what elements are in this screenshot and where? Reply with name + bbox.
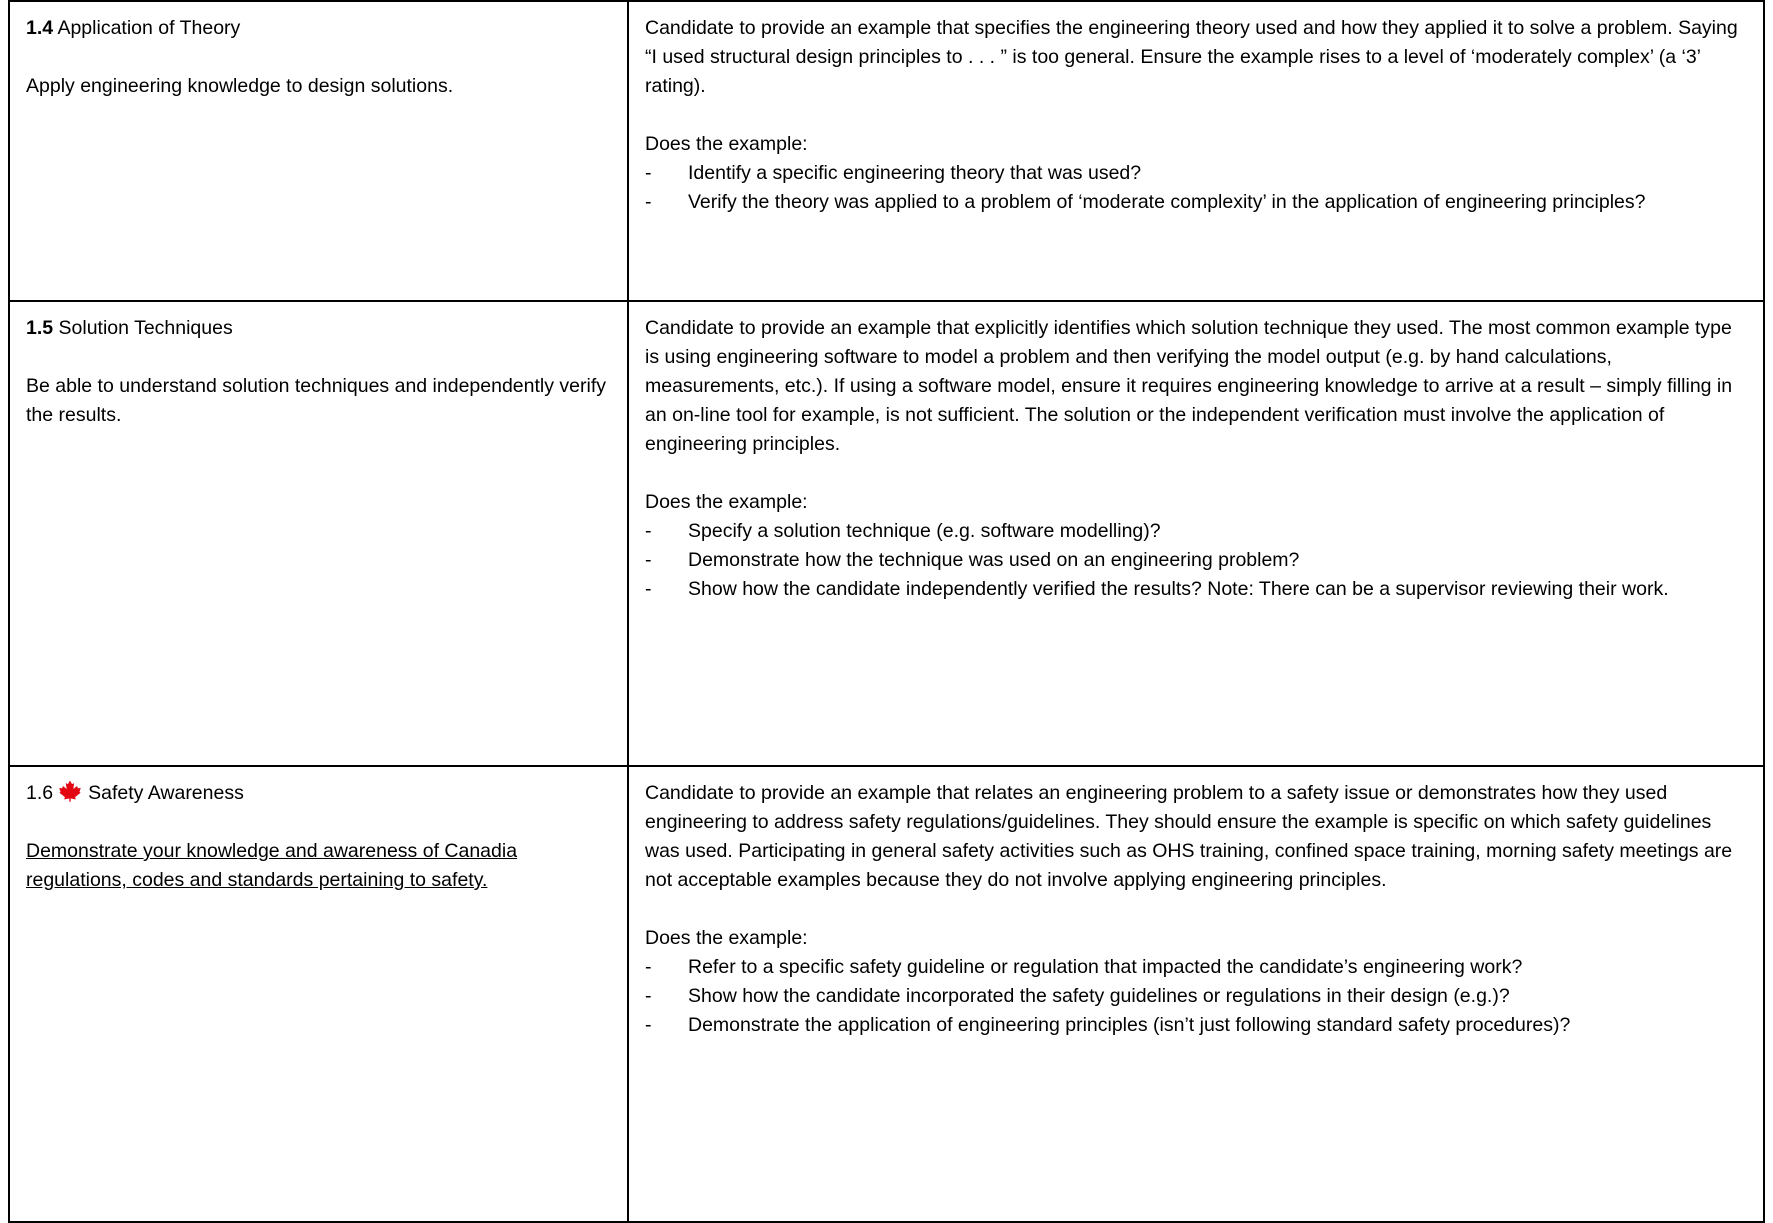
checklist: [645, 517, 1747, 604]
competency-number: 1.4: [26, 17, 54, 39]
checklist-item-text: Show how the candidate independently verified the results? Note: There can be a supervisor reviewing their work.: [688, 578, 1669, 600]
checklist-prompt: Does the example:: [645, 927, 808, 949]
bullet-dash: -: [645, 956, 652, 978]
checklist: [645, 159, 1747, 217]
bullet-dash: -: [645, 520, 652, 542]
checklist-item-text: Demonstrate how the technique was used on an engineering problem?: [688, 549, 1300, 571]
guidance-cell: [628, 301, 1764, 766]
competency-heading: [26, 314, 611, 343]
competency-heading: [26, 779, 611, 808]
competency-title: Solution Techniques: [58, 317, 233, 339]
table-row: [9, 766, 1764, 1222]
maple-leaf-shape: [59, 780, 81, 801]
table-row: [9, 1, 1764, 301]
bullet-dash: -: [645, 1014, 652, 1036]
checklist-item-text: Identify a specific engineering theory that was used?: [688, 162, 1142, 184]
bullet-dash: -: [645, 162, 652, 184]
competency-number: 1.5: [26, 317, 54, 339]
checklist-item-text: Verify the theory was applied to a problem of ‘moderate complexity’ in the application of engineering principles?: [688, 191, 1646, 213]
checklist-item: [645, 575, 1747, 604]
guidance-cell: [628, 1, 1764, 301]
competency-title: Application of Theory: [57, 17, 241, 39]
competency-table: [8, 0, 1765, 1223]
competency-cell: [9, 766, 628, 1222]
checklist-item: [645, 982, 1747, 1011]
checklist-item: [645, 1011, 1747, 1040]
checklist-item-text: Show how the candidate incorporated the safety guidelines or regulations in their design (e.g.)?: [688, 985, 1510, 1007]
checklist-item-text: Demonstrate the application of engineering principles (isn’t just following standard safety procedures)?: [688, 1014, 1571, 1036]
checklist-item-text: Specify a solution technique (e.g. software modelling)?: [688, 520, 1161, 542]
competency-description: Be able to understand solution techniques and independently verify the results.: [26, 375, 606, 426]
guidance-cell: [628, 766, 1764, 1222]
competency-number: 1.6: [26, 782, 54, 804]
bullet-dash: -: [645, 985, 652, 1007]
maple-leaf-icon: [59, 780, 81, 802]
bullet-dash: -: [645, 191, 652, 213]
competency-title: Safety Awareness: [88, 782, 244, 804]
checklist-item: [645, 953, 1747, 982]
checklist-item: [645, 546, 1747, 575]
table-row: [9, 301, 1764, 766]
checklist-item: [645, 188, 1747, 217]
guidance-text: Candidate to provide an example that relates an engineering problem to a safety issue or demonstrates how they used engineering to address safety regulations/guidelines. They should ensure the example is specific on which safety guidelines was used. Participating in general safety activities such as OHS training, confined space training, morning safety meetings are not acceptable examples because they do not involve applying engineering principles.: [645, 782, 1733, 891]
competency-cell: [9, 1, 628, 301]
competency-description: Demonstrate your knowledge and awareness of Canadia regulations, codes and standards pertaining to safety.: [26, 840, 518, 891]
guidance-text: Candidate to provide an example that explicitly identifies which solution technique they used. The most common example type is using engineering software to model a problem and then verifying the model output (e.g. by hand calculations, measurements, etc.). If using a software model, ensure it requires engineering knowledge to arrive at a result – simply filling in an on-line tool for example, is not sufficient. The solution or the independent verification must involve the application of engineering principles.: [645, 317, 1733, 455]
competency-description: Apply engineering knowledge to design solutions.: [26, 75, 454, 97]
bullet-dash: -: [645, 578, 652, 600]
guidance-text: Candidate to provide an example that specifies the engineering theory used and how they applied it to solve a problem. Saying “I used structural design principles to . . . ” is too general. Ensure the example rises to a level of ‘moderately complex’ (a ‘3’ rating).: [645, 17, 1738, 97]
competency-heading: [26, 14, 611, 43]
bullet-dash: -: [645, 549, 652, 571]
checklist-item-text: Refer to a specific safety guideline or regulation that impacted the candidate’s engineering work?: [688, 956, 1523, 978]
checklist-prompt: Does the example:: [645, 491, 808, 513]
checklist-item: [645, 159, 1747, 188]
competency-cell: [9, 301, 628, 766]
checklist: [645, 953, 1747, 1040]
checklist-prompt: Does the example:: [645, 133, 808, 155]
checklist-item: [645, 517, 1747, 546]
